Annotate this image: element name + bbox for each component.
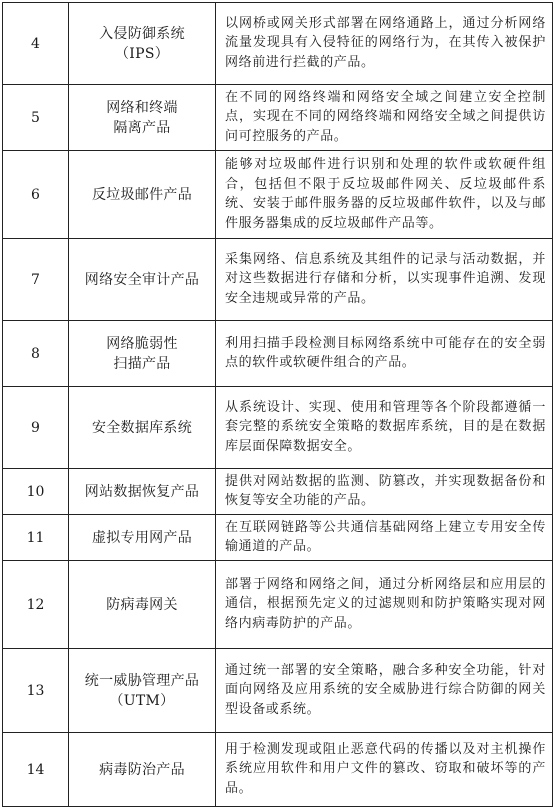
product-name-line: 网络安全审计产品 (84, 271, 200, 288)
row-number: 13 (3, 649, 69, 733)
table-row (3, 561, 553, 649)
product-name-line: 网络和终端 (106, 99, 178, 116)
product-name-line: 病毒防治产品 (99, 761, 185, 778)
product-name (69, 321, 216, 387)
product-name-line: 反垃圾邮件产品 (91, 186, 193, 203)
row-number: 5 (3, 85, 69, 151)
product-name-line: 防病毒网关 (106, 596, 178, 613)
product-description: 通过统一部署的安全策略，融合多种安全功能，针对面向网络及应用系统的安全威胁进行综合防御的网关型设备或系统。 (216, 649, 553, 733)
row-number: 9 (3, 387, 69, 469)
table-row (3, 321, 553, 387)
product-description: 能够对垃圾邮件进行识别和处理的软件或软硬件组合，包括但不限于反垃圾邮件网关、反垃圾邮件系统、安装于邮件服务器的反垃圾邮件软件，以及与邮件服务器集成的反垃圾邮件产品等。 (216, 151, 553, 239)
product-name (69, 561, 216, 649)
table-row (3, 151, 553, 239)
product-name (69, 733, 216, 807)
product-name (69, 85, 216, 151)
product-name-line: 网络脆弱性 (106, 335, 178, 352)
product-description: 利用扫描手段检测目标网络系统中可能存在的安全弱点的软件或软硬件组合的产品。 (216, 321, 553, 387)
product-name-line: （IPS） (114, 45, 170, 62)
product-name-line: 隔离产品 (113, 119, 171, 136)
product-description: 在不同的网络终端和网络安全域之间建立安全控制点，实现在不同的网络终端和网络安全域之间提供访问可控服务的产品。 (216, 85, 553, 151)
product-name-line: 安全数据库系统 (91, 419, 193, 436)
table-row (3, 85, 553, 151)
row-number: 7 (3, 239, 69, 321)
table-row (3, 469, 553, 515)
row-number: 11 (3, 515, 69, 561)
row-number: 8 (3, 321, 69, 387)
product-name (69, 469, 216, 515)
row-number: 6 (3, 151, 69, 239)
table-row (3, 515, 553, 561)
product-description: 在互联网链路等公共通信基础网络上建立专用安全传输通道的产品。 (216, 515, 553, 561)
product-name (69, 387, 216, 469)
product-name-line: 网站数据恢复产品 (84, 483, 200, 500)
table-row (3, 3, 553, 85)
table-row (3, 239, 553, 321)
product-name-line: 扫描产品 (113, 355, 171, 372)
row-number: 10 (3, 469, 69, 515)
product-name-line: （UTM） (109, 692, 175, 709)
product-description: 提供对网站数据的监测、防篡改，并实现数据备份和恢复等安全功能的产品。 (216, 469, 553, 515)
row-number: 14 (3, 733, 69, 807)
table-row (3, 649, 553, 733)
product-description: 以网桥或网关形式部署在网络通路上，通过分析网络流量发现具有入侵特征的网络行为，在其传入被保护网络前进行拦截的产品。 (216, 3, 553, 85)
product-name-line: 统一威胁管理产品 (84, 672, 200, 689)
table-row (3, 387, 553, 469)
row-number: 12 (3, 561, 69, 649)
product-name (69, 649, 216, 733)
product-name (69, 239, 216, 321)
product-description: 从系统设计、实现、使用和管理等各个阶段都遵循一套完整的系统安全策略的数据库系统，目的是在数据库层面保障数据安全。 (216, 387, 553, 469)
row-number: 4 (3, 3, 69, 85)
security-products-table (2, 2, 553, 807)
table-row (3, 733, 553, 807)
product-description: 采集网络、信息系统及其组件的记录与活动数据，并对这些数据进行存储和分析，以实现事件追溯、发现安全违规或异常的产品。 (216, 239, 553, 321)
product-description: 部署于网络和网络之间，通过分析网络层和应用层的通信，根据预先定义的过滤规则和防护策略实现对网络内病毒防护的产品。 (216, 561, 553, 649)
product-name (69, 151, 216, 239)
product-name-line: 入侵防御系统 (99, 25, 185, 42)
product-name (69, 3, 216, 85)
product-name (69, 515, 216, 561)
product-description: 用于检测发现或阻止恶意代码的传播以及对主机操作系统应用软件和用户文件的篡改、窃取和破坏等的产品。 (216, 733, 553, 807)
table-body (3, 3, 553, 807)
product-name-line: 虚拟专用网产品 (91, 529, 193, 546)
